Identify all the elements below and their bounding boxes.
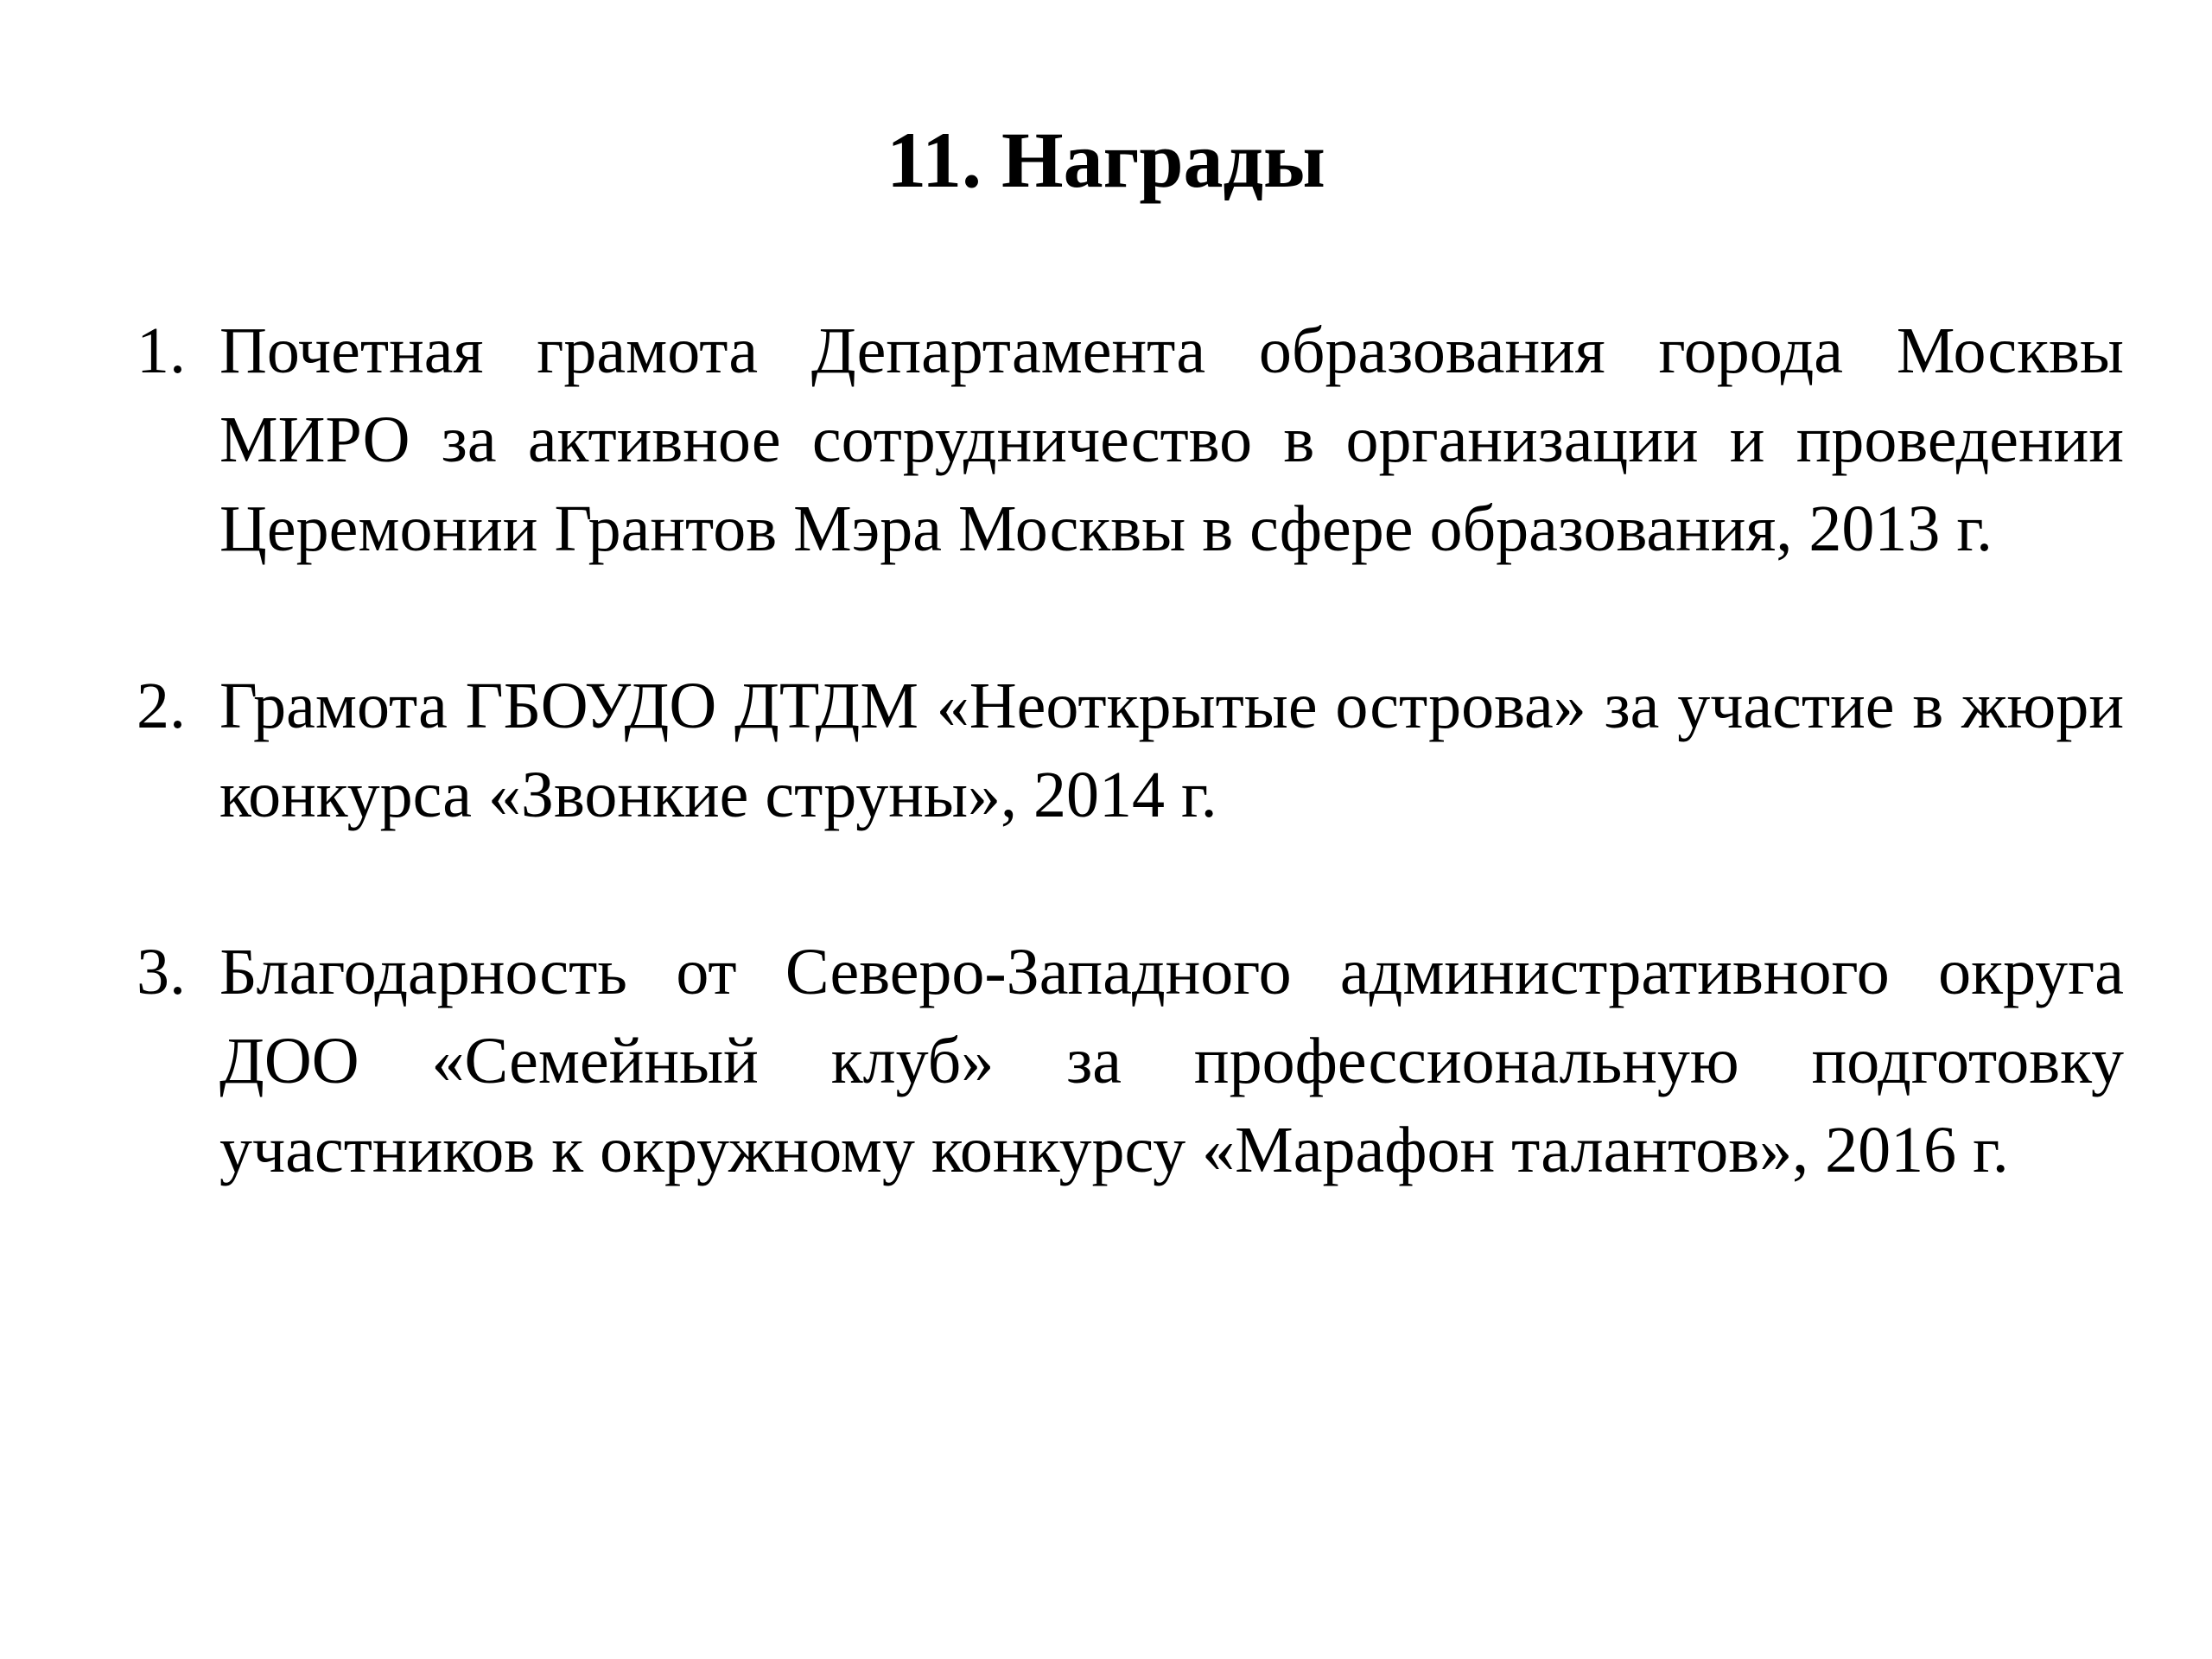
award-number: 2. bbox=[137, 670, 186, 742]
award-item-2 bbox=[137, 662, 2124, 840]
award-item-3 bbox=[137, 928, 2124, 1195]
award-number: 3. bbox=[137, 936, 186, 1008]
award-text: Грамота ГБОУДО ДТДМ «Неоткрытые острова» за участие в жюри конкурса «Звонкие струны», 2014 г. bbox=[219, 670, 2124, 831]
award-text: Почетная грамота Департамента образования города Москвы МИРО за активное сотрудничество в организации и проведении Церемонии Грантов Мэра Москвы в сфере образования, 2013 г. bbox=[219, 315, 2124, 565]
page-title: 11. Награды bbox=[887, 116, 1325, 204]
award-item-1 bbox=[137, 307, 2124, 574]
award-text: Благодарность от Северо-Западного административного округа ДОО «Семейный клуб» за профессиональную подготовку участников к окружному конкурсу «Марафон талантов», 2016 г. bbox=[219, 936, 2124, 1186]
award-number: 1. bbox=[137, 315, 186, 387]
awards-list bbox=[137, 307, 2124, 1195]
